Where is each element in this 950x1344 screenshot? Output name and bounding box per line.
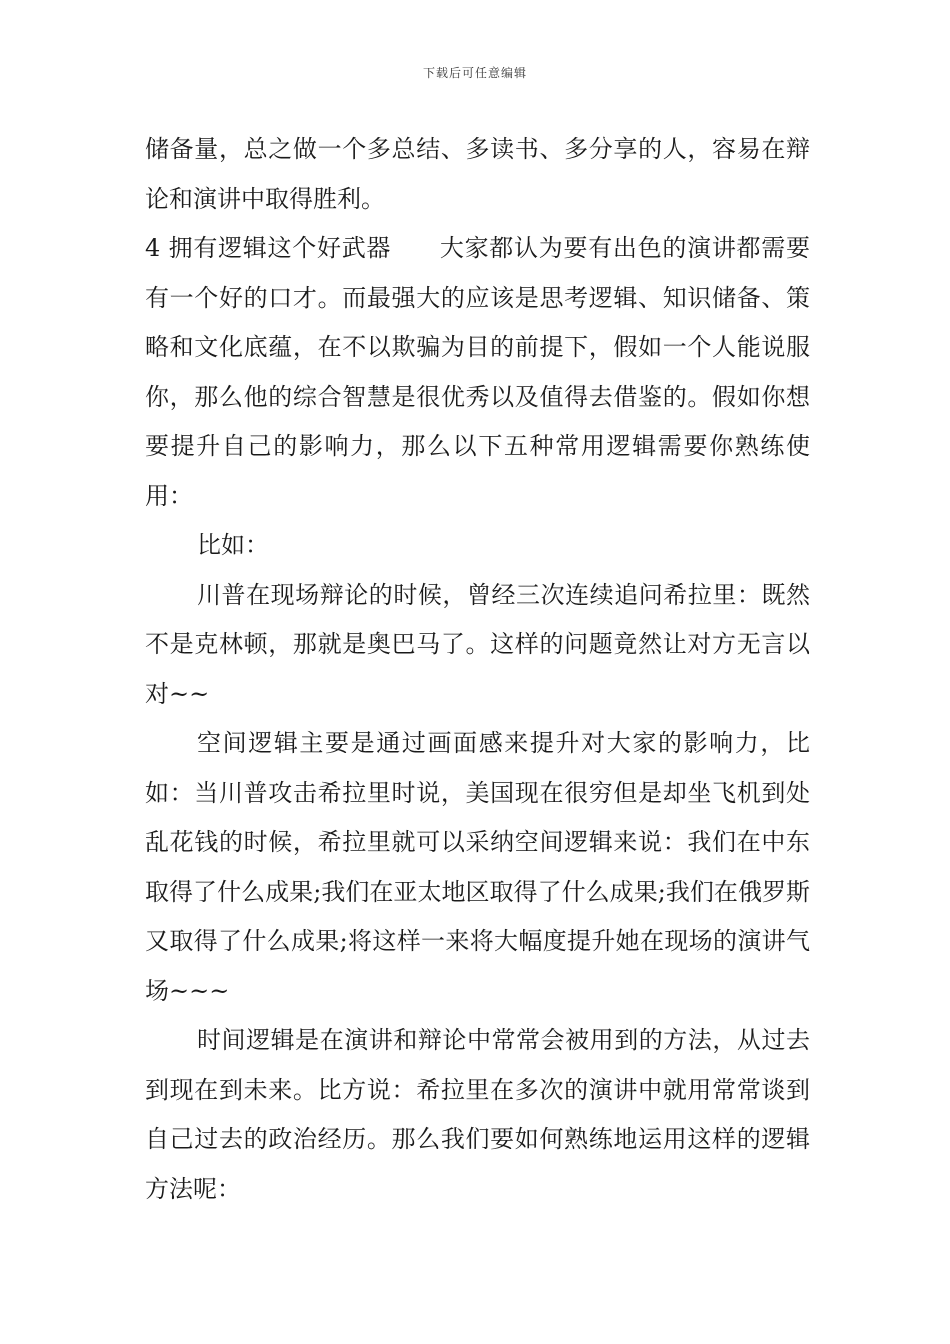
paragraph-1: 储备量，总之做一个多总结、多读书、多分享的人，容易在辩论和演讲中取得胜利。: [145, 135, 810, 213]
paragraph-3: 比如：: [197, 531, 269, 559]
paragraph-5: 空间逻辑主要是通过画面感来提升对大家的影响力，比如：当川普攻击希拉里时说，美国现在很穷但是却坐飞机到处乱花钱的时候，希拉里就可以采纳空间逻辑来说：我们在中东取得了什么成果;我们在亚太地区取得了什么成果;我们在俄罗斯又取得了什么成果;将这样一来将大幅度提升她在现场的演讲气场~~~: [145, 729, 810, 1005]
page-header: 下载后可任意编辑: [422, 66, 527, 80]
paragraph-2: [145, 224, 810, 521]
section-heading: 4 拥有逻辑这个好武器: [145, 234, 392, 262]
paragraph-4: 川普在现场辩论的时候，曾经三次连续追问希拉里：既然不是克林顿，那就是奥巴马了。这样的问题竟然让对方无言以对~~: [145, 580, 810, 708]
document-body: [145, 125, 810, 1214]
paragraph-6: 时间逻辑是在演讲和辩论中常常会被用到的方法，从过去到现在到未来。比方说：希拉里在多次的演讲中就用常常谈到自己过去的政治经历。那么我们要如何熟练地运用这样的逻辑方法呢：: [145, 1026, 810, 1203]
paragraph-2-text: 大家都认为要有出色的演讲都需要有一个好的口才。而最强大的应该是思考逻辑、知识储备、策略和文化底蕴，在不以欺骗为目的前提下，假如一个人能说服你，那么他的综合智慧是很优秀以及值得去借鉴的。假如你想要提升自己的影响力，那么以下五种常用逻辑需要你熟练使用：: [145, 234, 810, 510]
